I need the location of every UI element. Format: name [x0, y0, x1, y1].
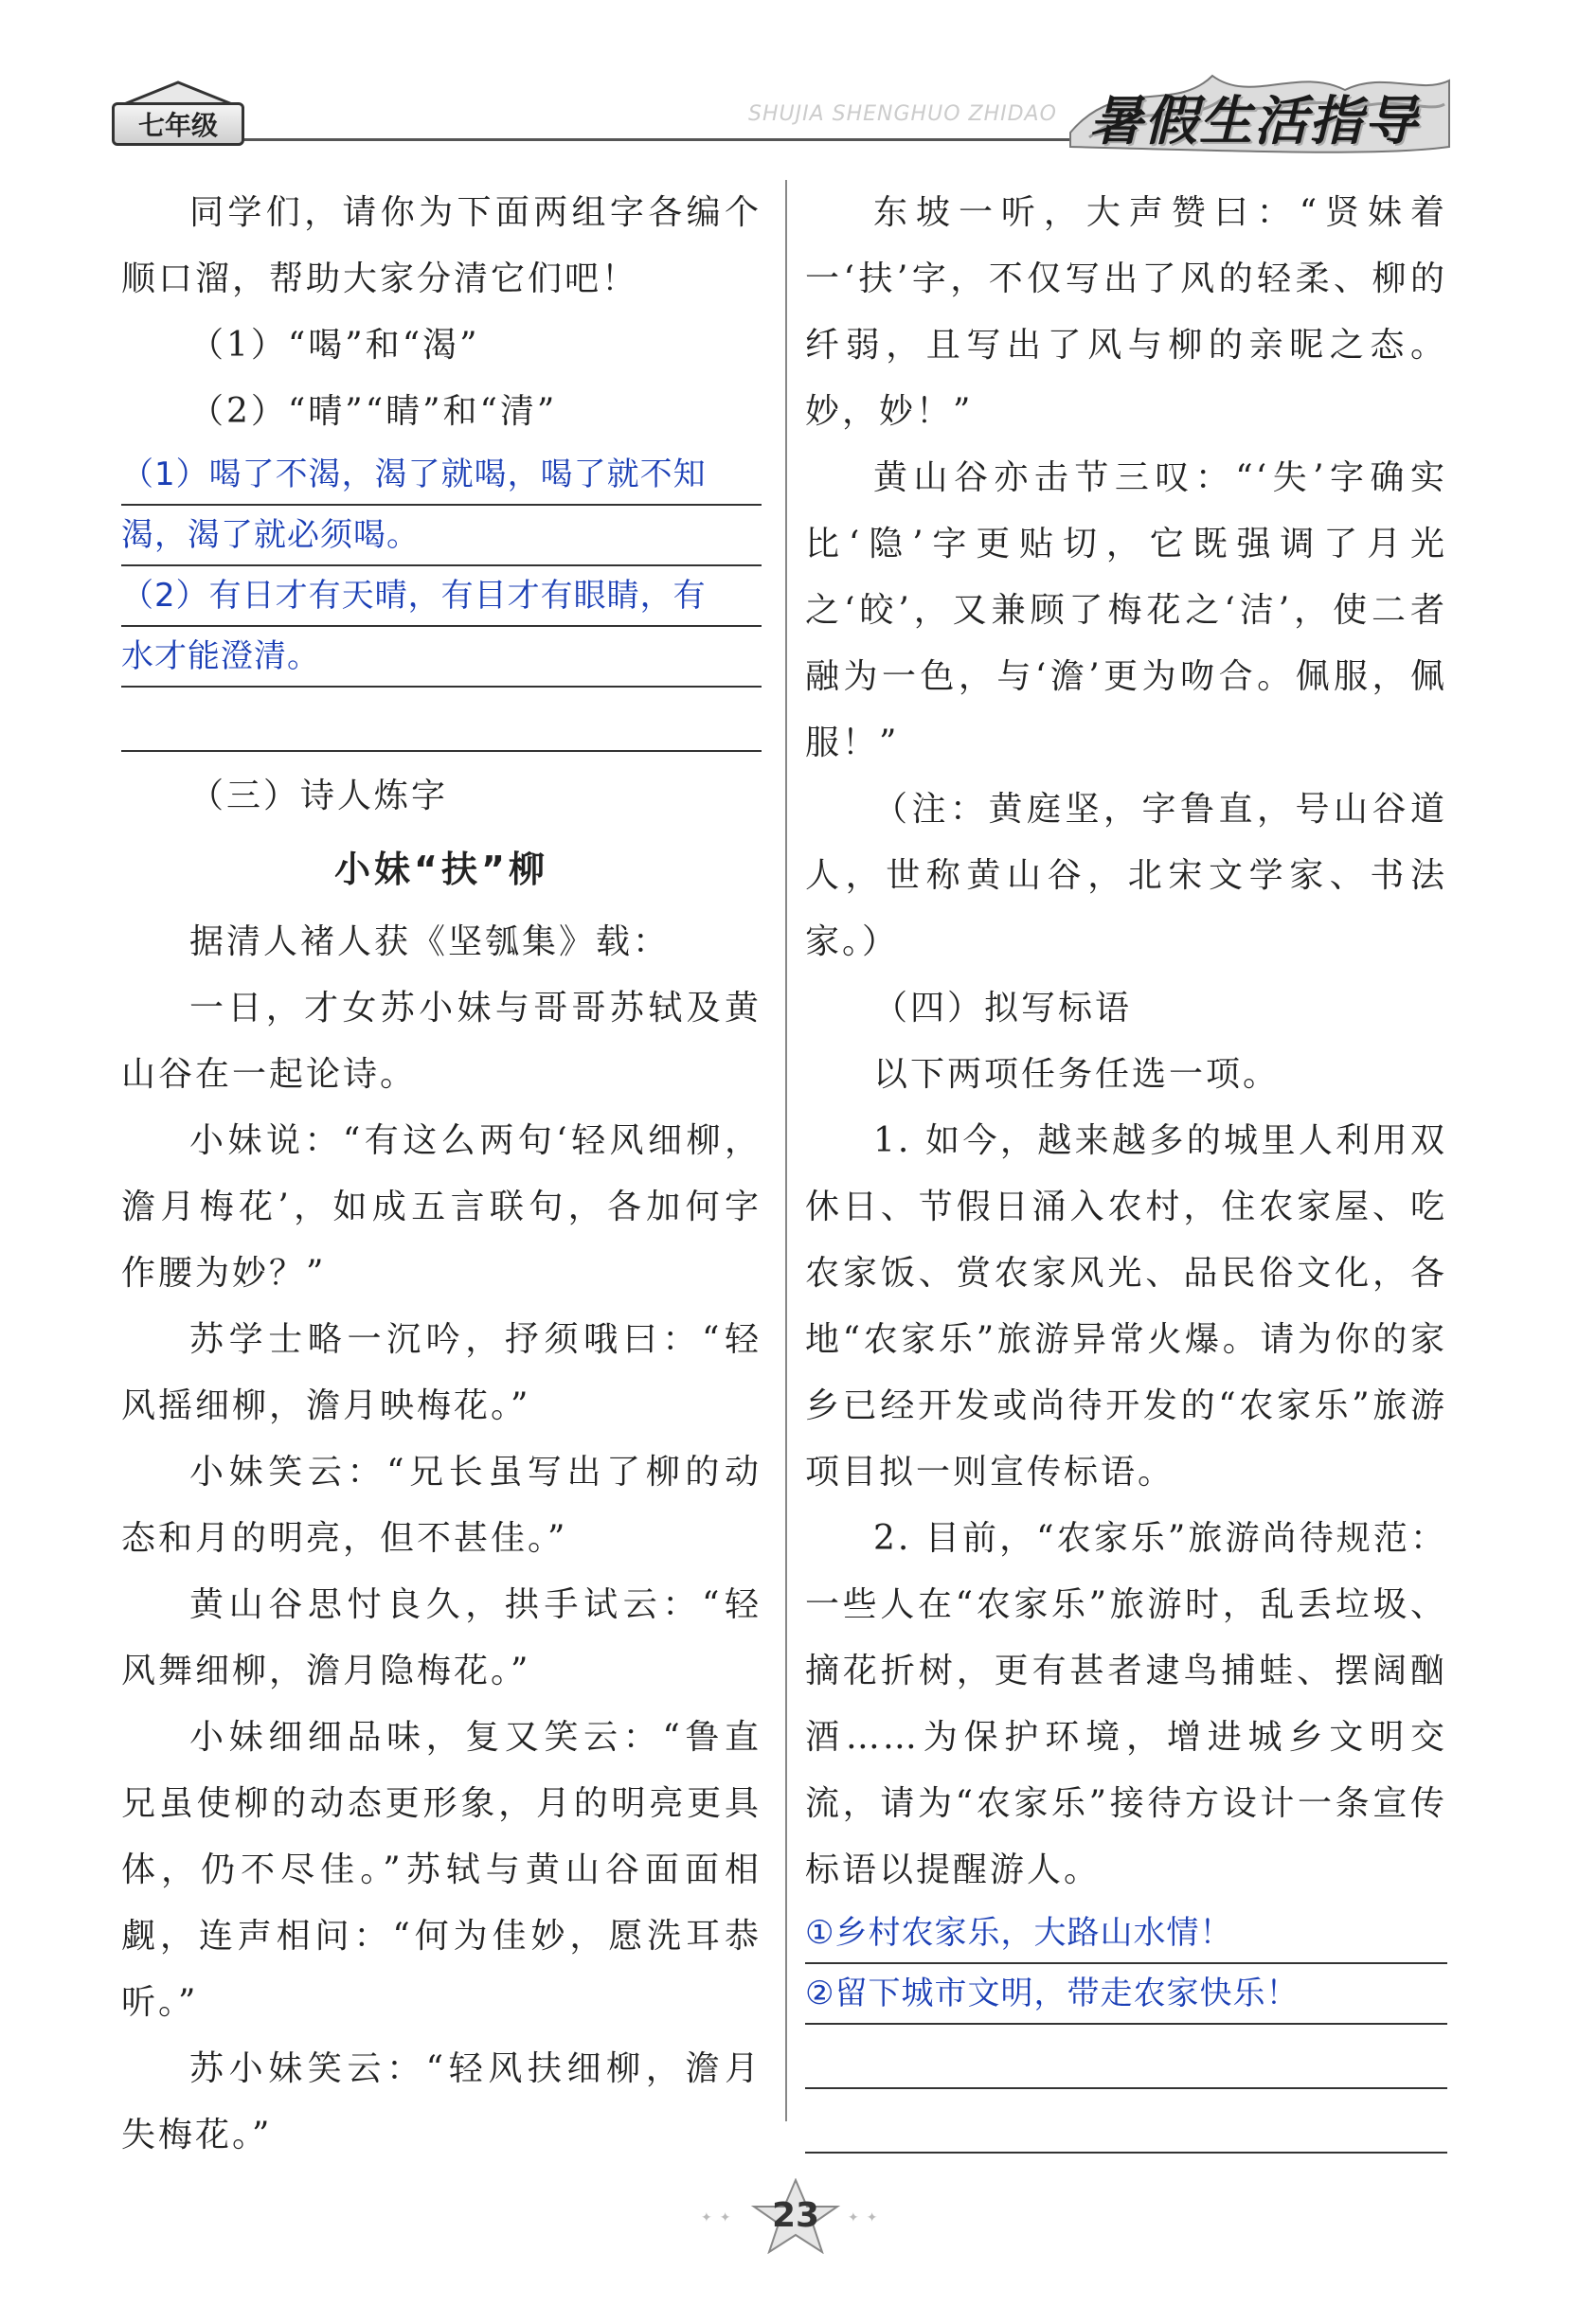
blank-answer-line [805, 2089, 1447, 2154]
story-paragraph: 苏小妹笑云：“轻风扶细柳，澹月失梅花。” [121, 2049, 762, 2154]
book-title: 暑假生活指导 [1089, 91, 1419, 152]
question-2: （2）“晴”“睛”和“清” [189, 392, 558, 431]
story-paragraph: 小妹笑云：“兄长虽写出了柳的动态和月的明亮，但不甚佳。” [121, 1453, 762, 1558]
section-heading-3: （三）诗人炼字 [189, 777, 449, 815]
task-intro: 以下两项任务任选一项。 [873, 1055, 1281, 1094]
answer-line: （1）喝了不渴，渴了就喝，喝了就不知 [121, 445, 762, 506]
answer-line: ①乡村农家乐，大路山水情！ [805, 1904, 1447, 1964]
question-1: （1）“喝”和“渴” [189, 326, 480, 365]
blank-answer-line [805, 2025, 1447, 2089]
grade-label: 七年级 [112, 102, 244, 146]
header-rule [244, 138, 1097, 141]
story-paragraph: 一日，才女苏小妹与哥哥苏轼及黄山谷在一起论诗。 [121, 989, 762, 1094]
answer-line: 渴，渴了就必须喝。 [121, 506, 762, 566]
note-paragraph: （注：黄庭坚，字鲁直，号山谷道人，世称黄山谷，北宋文学家、书法家。） [805, 790, 1447, 961]
answer-line: ②留下城市文明，带走农家快乐！ [805, 1964, 1447, 2025]
dots-decoration-icon: ✦✦ [848, 2210, 886, 2226]
story-paragraph: 东坡一听，大声赞曰：“贤妹着一‘扶’字，不仅写出了风的轻柔、柳的纤弱，且写出了风与柳的亲昵之态。妙，妙！” [805, 193, 1447, 431]
story-paragraph: 小妹说：“有这么两句‘轻风细柳，澹月梅花’，如成五言联句，各加何字作腰为妙？” [121, 1121, 762, 1293]
answer-line: 水才能澄清。 [121, 627, 762, 688]
intro-text: 同学们，请你为下面两组字各编个顺口溜，帮助大家分清它们吧！ [121, 193, 762, 298]
page-number: 23 [771, 2196, 820, 2235]
story-paragraph: 苏学士略一沉吟，抒须哦曰：“轻风摇细柳，澹月映梅花。” [121, 1320, 762, 1425]
answer-area-left [121, 445, 762, 752]
dots-decoration-icon: ✦✦ [701, 2210, 739, 2226]
answer-line: （2）有日才有天晴，有目才有眼睛，有 [121, 566, 762, 627]
answer-area-right [805, 1904, 1447, 2154]
section-heading-4: （四）拟写标语 [873, 989, 1133, 1028]
column-divider [785, 180, 787, 2121]
right-column [805, 180, 1447, 2154]
header-pinyin: SHUJIA SHENGHUO ZHIDAO [748, 102, 1057, 126]
story-paragraph: 小妹细细品味，复又笑云：“鲁直兄虽使柳的动态更形象，月的明亮更具体，仍不尽佳。”苏轼与黄山谷面面相觑，连声相问：“何为佳妙，愿洗耳恭听。” [121, 1718, 762, 2022]
story-title: 小妹“扶”柳 [334, 849, 548, 890]
story-paragraph: 据清人褚人获《坚瓠集》载： [189, 922, 671, 961]
blank-answer-line [121, 688, 762, 752]
task-1: 1. 如今，越来越多的城里人利用双休日、节假日涌入农村，住农家屋、吃农家饭、赏农家风光、品民俗文化，各地“农家乐”旅游异常火爆。请为你的家乡已经开发或尚待开发的“农家乐”旅游项目拟一则宣传标语。 [805, 1121, 1447, 1492]
task-2: 2. 目前，“农家乐”旅游尚待规范：一些人在“农家乐”旅游时，乱丢垃圾、摘花折树，更有甚者逮鸟捕蛙、摆阔酗酒……为保护环境，增进城乡文明交流，请为“农家乐”接待方设计一条宣传标语以提醒游人。 [805, 1519, 1447, 1889]
story-paragraph: 黄山谷亦击节三叹：“‘失’字确实比‘隐’字更贴切，它既强调了月光之‘皎’，又兼顾了梅花之‘洁’，使二者融为一色，与‘澹’更为吻合。佩服，佩服！” [805, 458, 1447, 762]
left-column [121, 180, 762, 2169]
story-paragraph: 黄山谷思忖良久，拱手试云：“轻风舞细柳，澹月隐梅花。” [121, 1585, 762, 1690]
